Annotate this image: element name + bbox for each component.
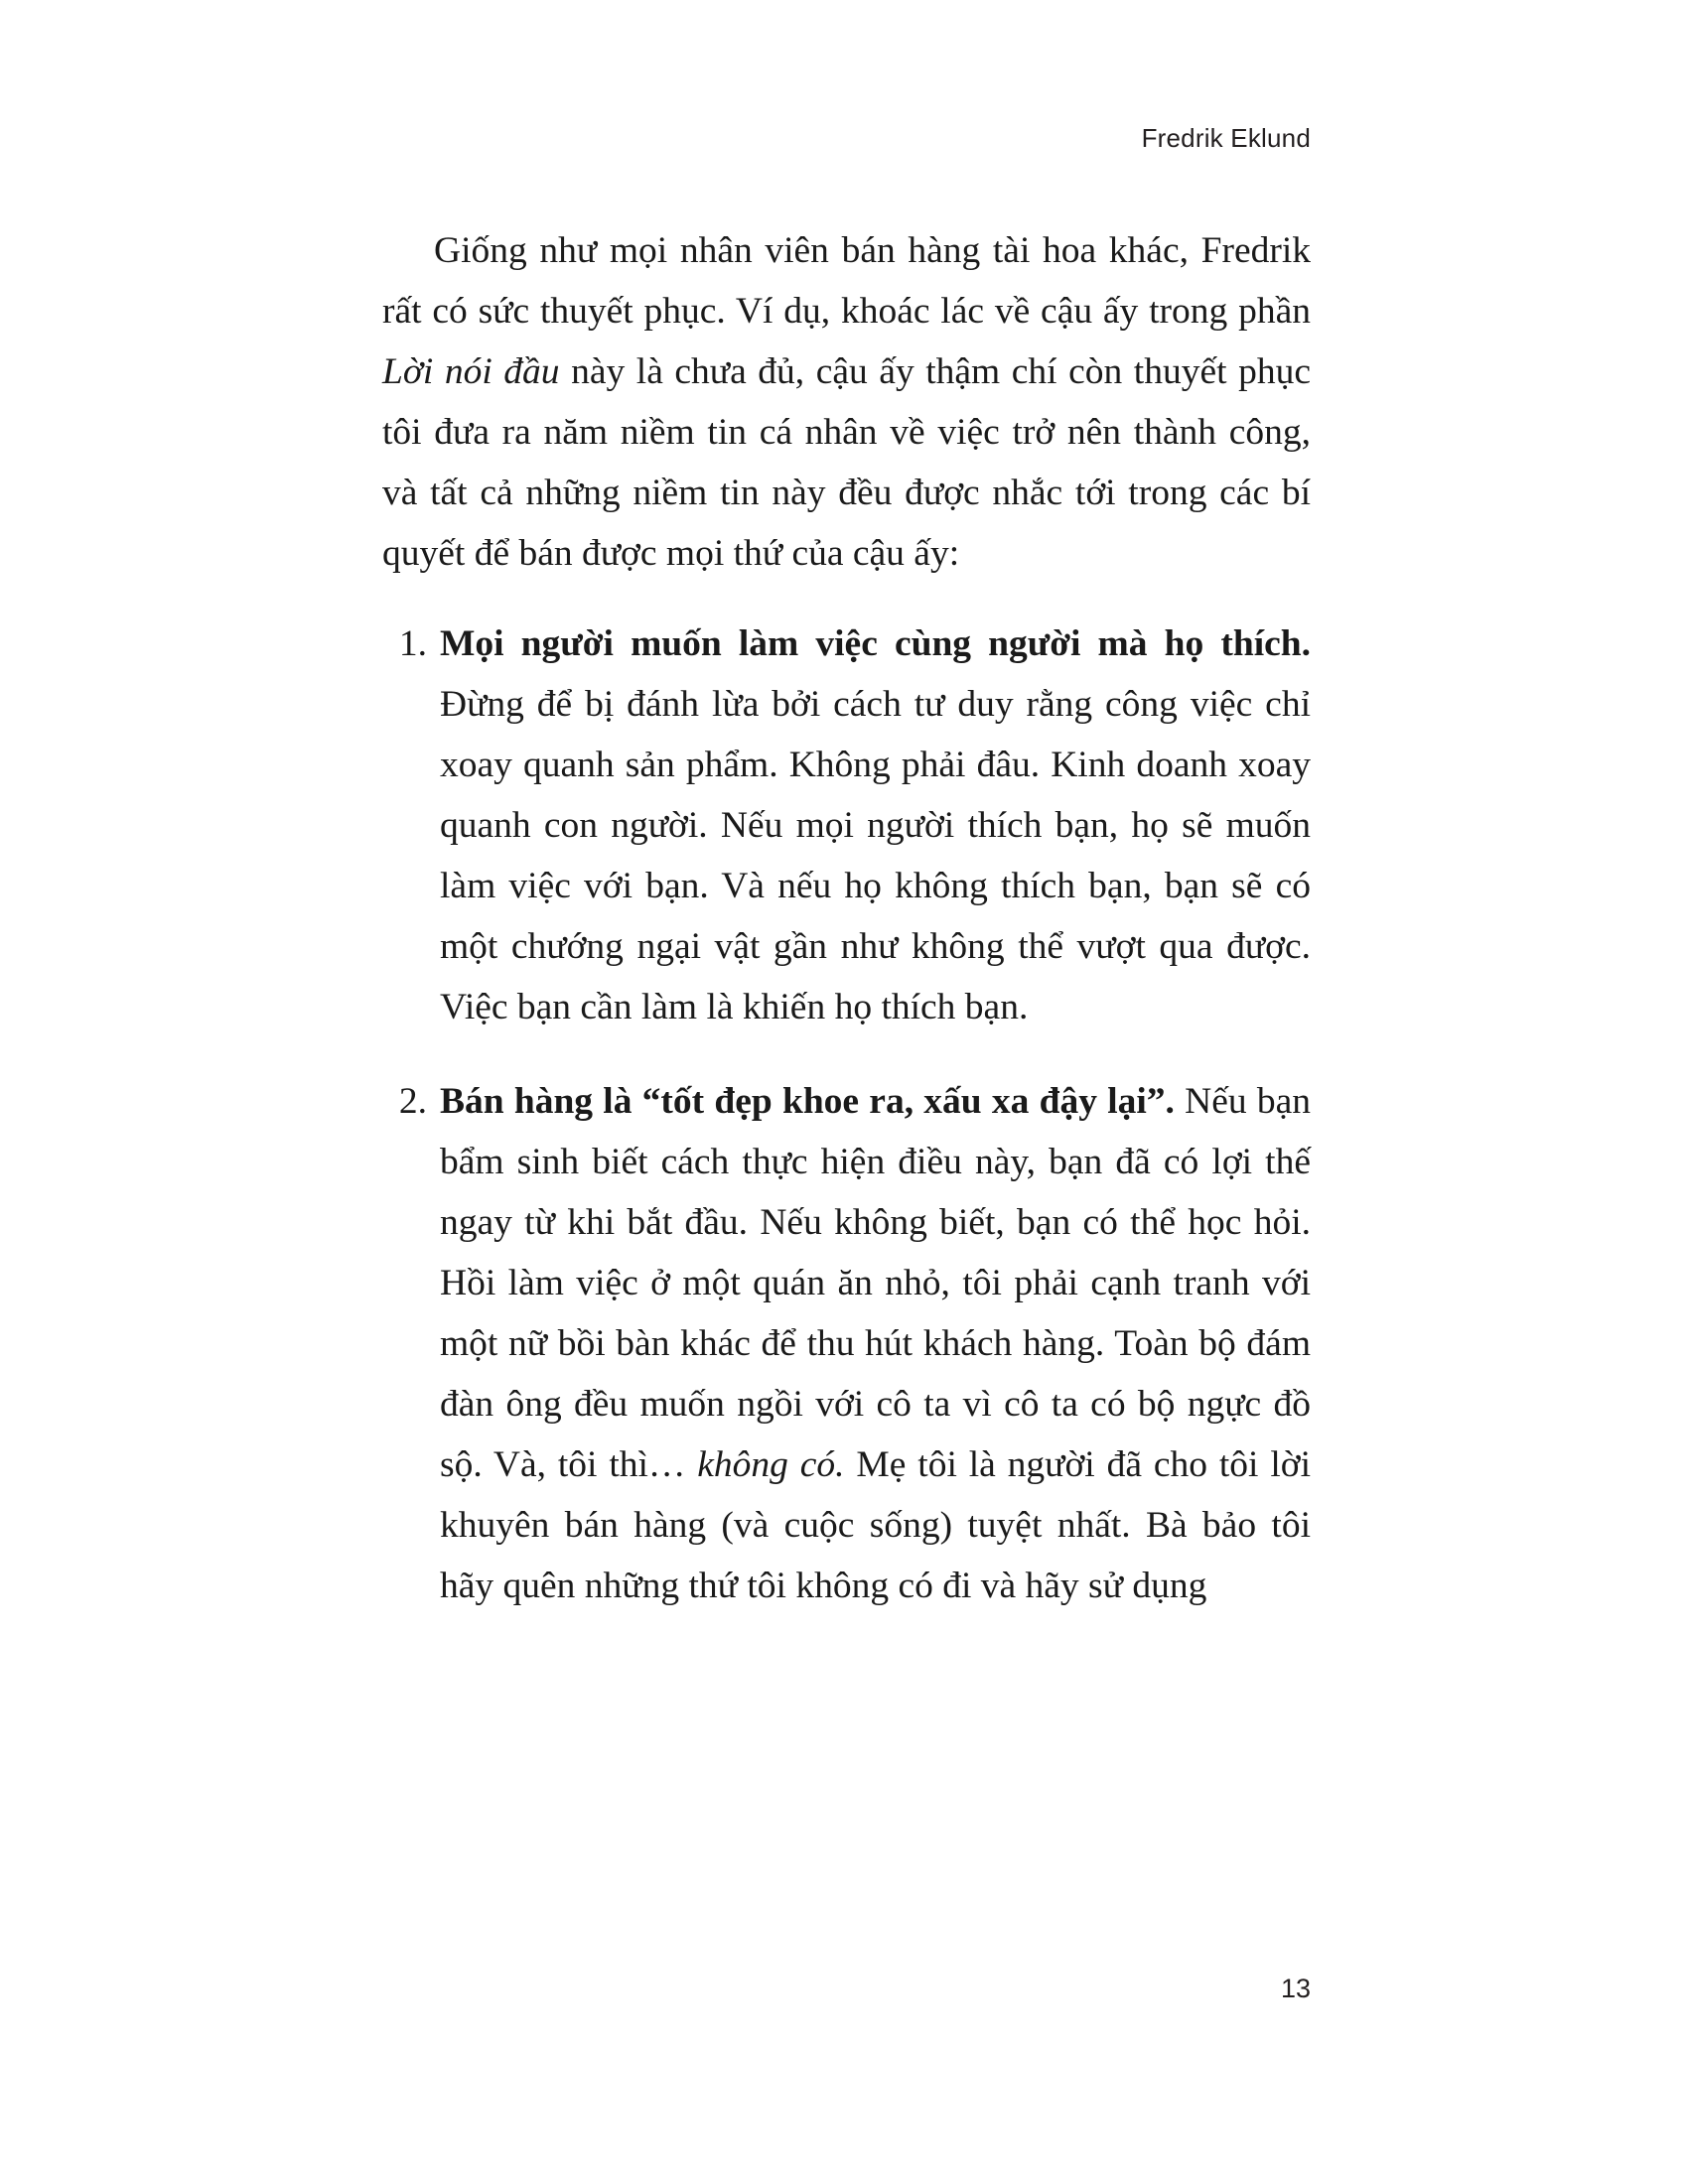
list-item	[382, 1071, 1311, 1616]
intro-emphasis-loi-noi-dau: Lời nói đầu	[382, 351, 560, 392]
page-number: 13	[1280, 1974, 1311, 2003]
intro-paragraph	[382, 220, 1311, 584]
list-item	[382, 614, 1311, 1037]
list-item-number: 2.	[398, 1081, 427, 1122]
belief-list	[382, 614, 1311, 1616]
intro-text-part-2: này là chưa đủ, cậu ấy thậm chí còn thuyết phục tôi đưa ra năm niềm tin cá nhân về việc trở nên thành công, và tất cả những niềm tin này đều được nhắc tới trong các bí quyết để bán được mọi thứ của cậu ấy:	[382, 351, 1311, 574]
list-item-body: Đừng để bị đánh lừa bởi cách tư duy rằng công việc chỉ xoay quanh sản phẩm. Không phải đâu. Kinh doanh xoay quanh con người. Nếu mọi người thích bạn, họ sẽ muốn làm việc với bạn. Và nếu họ không thích bạn, bạn sẽ có một chướng ngại vật gần như không thể vượt qua được. Việc bạn cần làm là khiến họ thích bạn.	[440, 684, 1311, 1027]
list-item-lead: Bán hàng là “tốt đẹp khoe ra, xấu xa đậy lại”.	[440, 1081, 1175, 1122]
text-column	[382, 220, 1311, 1616]
list-item-body-after: Mẹ tôi là người đã cho tôi lời khuyên bán hàng (và cuộc sống) tuyệt nhất. Bà bảo tôi hãy quên những thứ tôi không có đi và hãy sử dụng	[440, 1444, 1311, 1606]
running-header-author: Fredrik Eklund	[1141, 123, 1311, 153]
intro-text-part-1: Giống như mọi nhân viên bán hàng tài hoa khác, Fredrik rất có sức thuyết phục. Ví dụ, khoác lác về cậu ấy trong phần	[382, 230, 1311, 332]
list-item-lead: Mọi người muốn làm việc cùng người mà họ thích.	[440, 623, 1311, 664]
list-item-number: 1.	[398, 623, 427, 664]
list-item-emphasis-khong-co: không có.	[697, 1444, 845, 1485]
list-item-body-before: Nếu bạn bẩm sinh biết cách thực hiện điều này, bạn đã có lợi thế ngay từ khi bắt đầu. Nếu không biết, bạn có thể học hỏi. Hồi làm việc ở một quán ăn nhỏ, tôi phải cạnh tranh với một nữ bồi bàn khác để thu hút khách hàng. Toàn bộ đám đàn ông đều muốn ngồi với cô ta vì cô ta có bộ ngực đồ sộ. Và, tôi thì…	[440, 1081, 1311, 1485]
